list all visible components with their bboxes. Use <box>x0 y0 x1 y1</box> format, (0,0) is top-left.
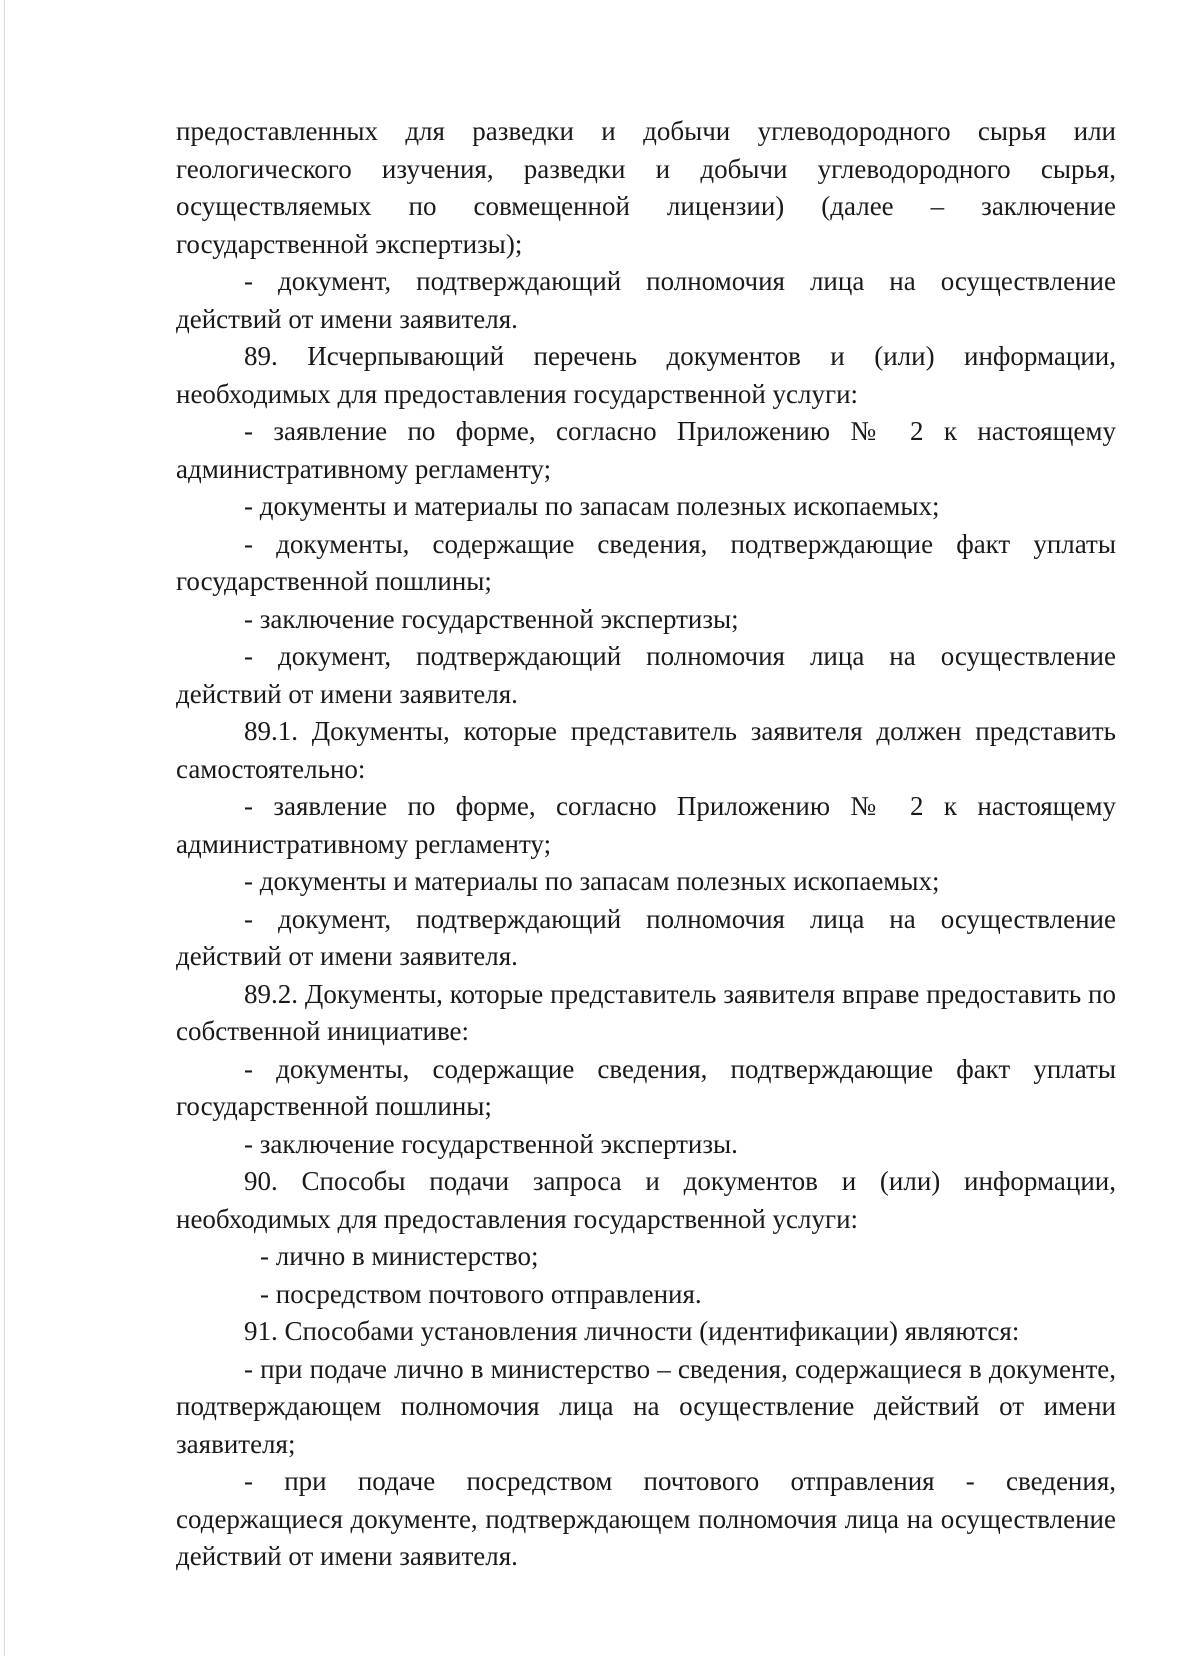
paragraph: - при подаче посредством почтового отправления - сведения, содержащиеся документе, подтверждающем полномочия лица на осуществление действий от имени заявителя. <box>176 1466 1116 1571</box>
paragraph: - документ, подтверждающий полномочия лица на осуществление действий от имени заявителя. <box>176 266 1116 334</box>
paragraph: - документы и материалы по запасам полезных ископаемых; <box>244 491 940 521</box>
paragraph: - документы, содержащие сведения, подтверждающие факт уплаты государственной пошлины; <box>176 1053 1116 1121</box>
paragraph: - заключение государственной экспертизы. <box>244 1128 738 1159</box>
paragraph-item-89-1: 89.1. Документы, которые представитель заявителя должен представить самостоятельно: <box>176 716 1116 784</box>
paragraph: - документ, подтверждающий полномочия лица на осуществление действий от имени заявителя. <box>176 903 1116 971</box>
paragraph: - документы и материалы по запасам полезных ископаемых; <box>244 866 940 896</box>
paragraph: - документ, подтверждающий полномочия лица на осуществление действий от имени заявителя. <box>176 641 1116 709</box>
paragraph: - посредством почтового отправления. <box>260 1278 702 1309</box>
paragraph: предоставленных для разведки и добычи углеводородного сырья или геологического изучения, разведки и добычи углеводородного сырья, осуществляемых по совмещенной лицензии) (далее – заключение государственной экспертизы); <box>176 116 1116 259</box>
paragraph-item-89-2: 89.2. Документы, которые представитель заявителя вправе предоставить по собственной инициативе: <box>176 978 1116 1046</box>
paragraph: - заявление по форме, согласно Приложению № 2 к настоящему административному регламенту; <box>176 791 1116 859</box>
page-edge-line <box>4 0 5 1656</box>
paragraph: - документы, содержащие сведения, подтверждающие факт уплаты государственной пошлины; <box>176 528 1116 596</box>
paragraph: - при подаче лично в министерство – сведения, содержащиеся в документе, подтверждающем полномочия лица на осуществление действий от имени заявителя; <box>176 1353 1116 1459</box>
paragraph-item-91: 91. Способами установления личности (идентификации) являются: <box>244 1316 1020 1346</box>
paragraph-item-90: 90. Способы подачи запроса и документов и (или) информации, необходимых для предоставления государственной услуги: <box>176 1166 1116 1234</box>
document-body <box>176 113 1116 1576</box>
paragraph: - заявление по форме, согласно Приложению № 2 к настоящему административному регламенту; <box>176 416 1116 484</box>
paragraph: - заключение государственной экспертизы; <box>244 603 739 634</box>
paragraph-item-89: 89. Исчерпывающий перечень документов и (или) информации, необходимых для предоставления государственной услуги: <box>176 341 1116 409</box>
paragraph: - лично в министерство; <box>260 1241 539 1271</box>
